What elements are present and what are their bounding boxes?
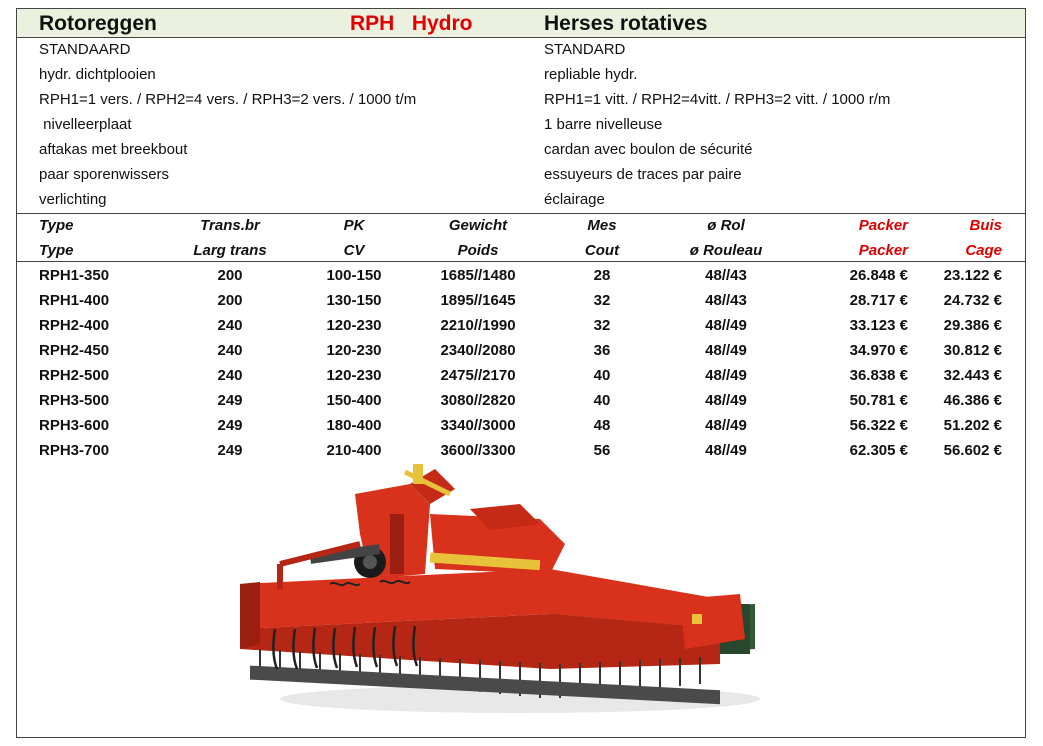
header-nl-power: PK <box>343 217 365 234</box>
spec-line-fr: repliable hydr. <box>544 66 638 83</box>
table-row-transport-width: 249 <box>217 442 243 459</box>
table-row-power: 100-150 <box>326 267 382 284</box>
title-model: RPH Hydro <box>350 12 473 35</box>
spec-line-fr: cardan avec boulon de sécurité <box>544 141 753 158</box>
header-fr-blades: Cout <box>584 242 620 259</box>
header-fr-cage-price: Cage <box>965 242 1002 259</box>
table-row-type: RPH2-400 <box>39 317 110 334</box>
header-fr-type: Type <box>39 242 74 259</box>
table-row-power: 120-230 <box>326 342 382 359</box>
header-nl-type: Type <box>39 217 74 234</box>
header-fr-roller-diameter: ø Rouleau <box>689 242 763 259</box>
table-row-transport-width: 200 <box>217 292 243 309</box>
table-row-cage-price: 32.443 € <box>943 367 1002 384</box>
table-row-power: 130-150 <box>326 292 382 309</box>
spec-line-fr: STANDARD <box>544 41 626 58</box>
table-row-transport-width: 240 <box>217 342 243 359</box>
table-row-type: RPH2-450 <box>39 342 110 359</box>
table-row-blades: 36 <box>593 342 611 359</box>
title-bar <box>17 9 1025 38</box>
header-fr-power: CV <box>343 242 365 259</box>
table-row-weight: 2340//2080 <box>440 342 516 359</box>
header-nl-packer-price: Packer <box>858 217 908 234</box>
table-row-roller-diameter: 48//49 <box>705 392 747 409</box>
table-row-blades: 40 <box>593 367 611 384</box>
table-row-blades: 32 <box>593 317 611 334</box>
table-row-roller-diameter: 48//49 <box>705 342 747 359</box>
table-row-power: 150-400 <box>326 392 382 409</box>
title-dutch: Rotoreggen <box>39 12 157 35</box>
table-row-weight: 2210//1990 <box>440 317 516 334</box>
table-row-cage-price: 56.602 € <box>943 442 1002 459</box>
spec-line-fr: éclairage <box>544 191 605 208</box>
table-row-power: 210-400 <box>326 442 382 459</box>
table-row-roller-diameter: 48//43 <box>705 267 747 284</box>
table-row-cage-price: 23.122 € <box>943 267 1002 284</box>
table-row-type: RPH3-700 <box>39 442 110 459</box>
header-nl-roller-diameter: ø Rol <box>707 217 745 234</box>
table-row-weight: 3340//3000 <box>440 417 516 434</box>
spec-line-fr: RPH1=1 vitt. / RPH2=4vitt. / RPH3=2 vitt. / 1000 r/m <box>544 91 891 108</box>
table-row-packer-price: 26.848 € <box>849 267 908 284</box>
table-row-roller-diameter: 48//49 <box>705 417 747 434</box>
spec-line-fr: 1 barre nivelleuse <box>544 116 663 133</box>
table-row-roller-diameter: 48//49 <box>705 367 747 384</box>
table-row-packer-price: 33.123 € <box>849 317 908 334</box>
table-row-cage-price: 30.812 € <box>943 342 1002 359</box>
table-row-type: RPH1-400 <box>39 292 110 309</box>
table-row-power: 120-230 <box>326 317 382 334</box>
table-row-cage-price: 51.202 € <box>943 417 1002 434</box>
table-row-transport-width: 249 <box>217 417 243 434</box>
divider-header <box>17 261 1025 262</box>
table-row-roller-diameter: 48//49 <box>705 442 747 459</box>
table-row-type: RPH2-500 <box>39 367 110 384</box>
price-sheet <box>16 8 1026 738</box>
header-fr-weight: Poids <box>457 242 499 259</box>
table-row-weight: 3600//3300 <box>440 442 516 459</box>
divider-top <box>17 213 1025 214</box>
header-fr-packer-price: Packer <box>858 242 908 259</box>
table-row-packer-price: 50.781 € <box>849 392 908 409</box>
table-row-transport-width: 240 <box>217 367 243 384</box>
table-row-power: 180-400 <box>326 417 382 434</box>
table-row-weight: 3080//2820 <box>440 392 516 409</box>
spec-line-nl: nivelleerplaat <box>39 116 132 133</box>
table-row-packer-price: 56.322 € <box>849 417 908 434</box>
spec-line-nl: aftakas met breekbout <box>39 141 188 158</box>
table-row-weight: 1895//1645 <box>440 292 516 309</box>
table-row-roller-diameter: 48//43 <box>705 292 747 309</box>
table-row-cage-price: 29.386 € <box>943 317 1002 334</box>
spec-line-fr: essuyeurs de traces par paire <box>544 166 742 183</box>
spec-line-nl: RPH1=1 vers. / RPH2=4 vers. / RPH3=2 vers. / 1000 t/m <box>39 91 417 108</box>
rotary-harrow-photo <box>220 464 760 724</box>
table-row-roller-diameter: 48//49 <box>705 317 747 334</box>
header-nl-weight: Gewicht <box>448 217 508 234</box>
table-row-weight: 2475//2170 <box>440 367 516 384</box>
header-nl-blades: Mes <box>587 217 617 234</box>
table-row-blades: 28 <box>593 267 611 284</box>
table-row-type: RPH3-600 <box>39 417 110 434</box>
header-fr-transport-width: Larg trans <box>193 242 267 259</box>
table-row-packer-price: 28.717 € <box>849 292 908 309</box>
table-row-cage-price: 24.732 € <box>943 292 1002 309</box>
table-row-packer-price: 62.305 € <box>849 442 908 459</box>
header-nl-cage-price: Buis <box>969 217 1002 234</box>
spec-line-nl: STANDAARD <box>39 41 131 58</box>
table-row-cage-price: 46.386 € <box>943 392 1002 409</box>
table-row-power: 120-230 <box>326 367 382 384</box>
table-row-transport-width: 240 <box>217 317 243 334</box>
title-french: Herses rotatives <box>544 12 708 35</box>
table-row-packer-price: 34.970 € <box>849 342 908 359</box>
table-row-packer-price: 36.838 € <box>849 367 908 384</box>
spec-line-nl: paar sporenwissers <box>39 166 170 183</box>
table-row-blades: 40 <box>593 392 611 409</box>
spec-line-nl: hydr. dichtplooien <box>39 66 156 83</box>
spec-line-nl: verlichting <box>39 191 107 208</box>
table-row-transport-width: 200 <box>217 267 243 284</box>
header-nl-transport-width: Trans.br <box>200 217 260 234</box>
table-row-type: RPH1-350 <box>39 267 110 284</box>
table-row-transport-width: 249 <box>217 392 243 409</box>
table-row-blades: 56 <box>593 442 611 459</box>
table-row-blades: 32 <box>593 292 611 309</box>
table-row-type: RPH3-500 <box>39 392 110 409</box>
table-row-blades: 48 <box>593 417 611 434</box>
table-row-weight: 1685//1480 <box>440 267 516 284</box>
